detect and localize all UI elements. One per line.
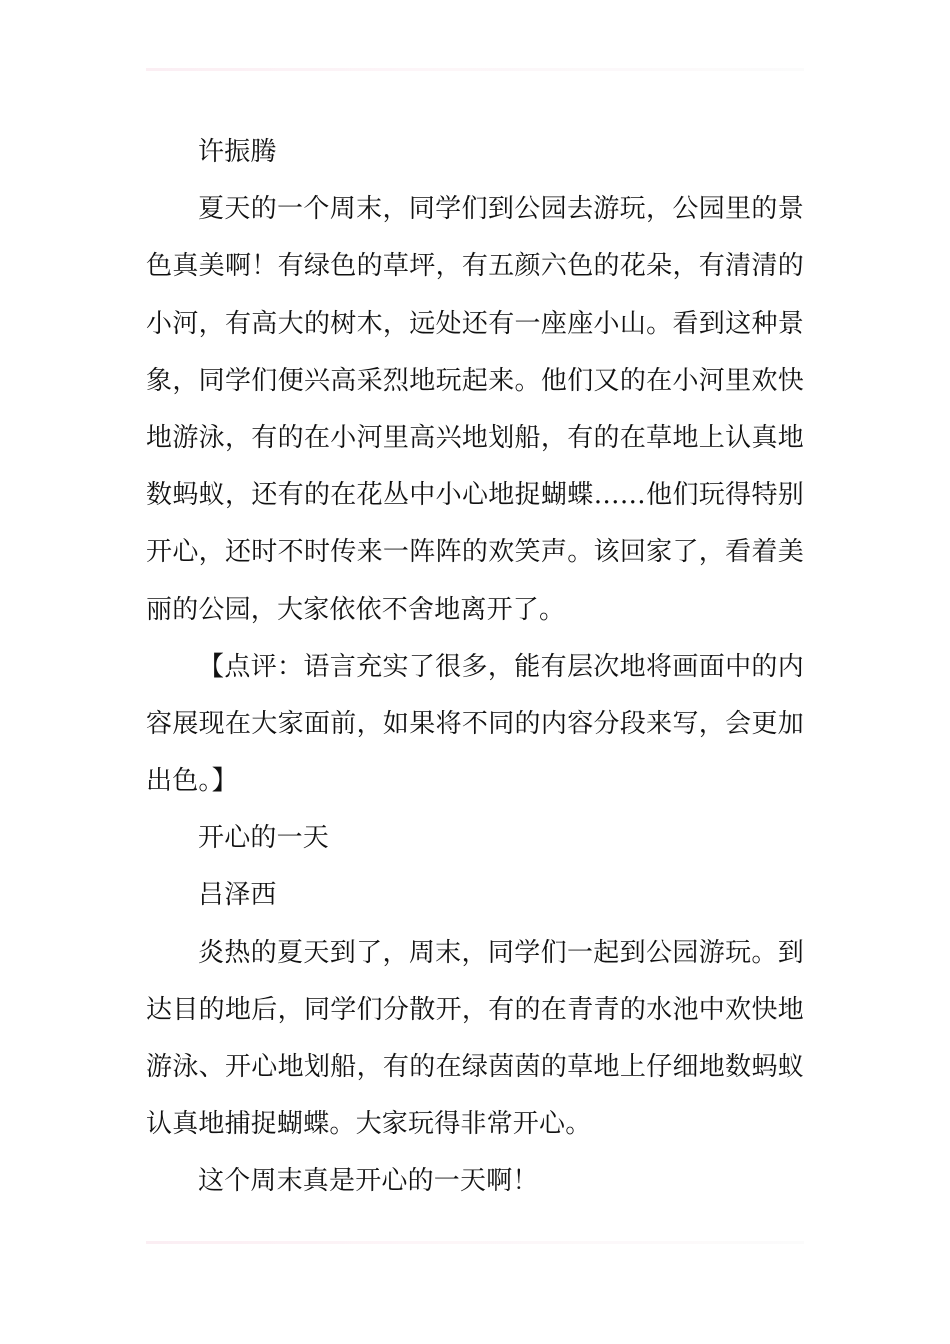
comment-line: 容展现在大家面前，如果将不同的内容分段来写，会更加 bbox=[146, 708, 804, 739]
text-line: 小河，有高大的树木，远处还有一座座小山。看到这种景 bbox=[146, 308, 804, 339]
text-line: 象，同学们便兴高采烈地玩起来。他们又的在小河里欢快 bbox=[146, 365, 804, 396]
text-line: 游泳、开心地划船，有的在绿茵茵的草地上仔细地数蚂蚁 bbox=[146, 1052, 804, 1082]
essay-paragraph bbox=[146, 181, 804, 639]
author-name: 许振腾 bbox=[198, 137, 277, 167]
text-line: 认真地捕捉蝴蝶。大家玩得非常开心。 bbox=[146, 1109, 592, 1140]
text-line: 色真美啊！有绿色的草坪，有五颜六色的花朵，有清清的 bbox=[146, 251, 804, 282]
text-line: 开心，还时不时传来一阵阵的欢笑声。该回家了，看着美 bbox=[146, 537, 804, 568]
essay-paragraph bbox=[146, 925, 804, 1154]
comment-line: 【点评：语言充实了很多，能有层次地将画面中的内 bbox=[198, 651, 804, 682]
comment-line: 出色。】 bbox=[146, 766, 238, 797]
text-line: 夏天的一个周末，同学们到公园去游玩，公园里的景 bbox=[198, 194, 804, 225]
text-line: 达目的地后，同学们分散开，有的在青青的水池中欢快地 bbox=[146, 994, 804, 1025]
closing-sentence: 这个周末真是开心的一天啊！ bbox=[198, 1166, 539, 1197]
footer-rule bbox=[146, 1241, 804, 1244]
text-line: 数蚂蚁，还有的在花丛中小心地捉蝴蝶……他们玩得特别 bbox=[146, 480, 804, 511]
text-line: 丽的公园，大家依依不舍地离开了。 bbox=[146, 594, 566, 625]
header-rule bbox=[146, 68, 804, 71]
text-line: 地游泳，有的在小河里高兴地划船，有的在草地上认真地 bbox=[146, 422, 804, 453]
document-page bbox=[146, 124, 804, 1211]
author-name: 吕泽西 bbox=[198, 880, 277, 911]
text-line: 炎热的夏天到了，周末，同学们一起到公园游玩。到 bbox=[198, 937, 804, 968]
teacher-comment bbox=[146, 639, 804, 811]
essay-title: 开心的一天 bbox=[198, 823, 330, 854]
